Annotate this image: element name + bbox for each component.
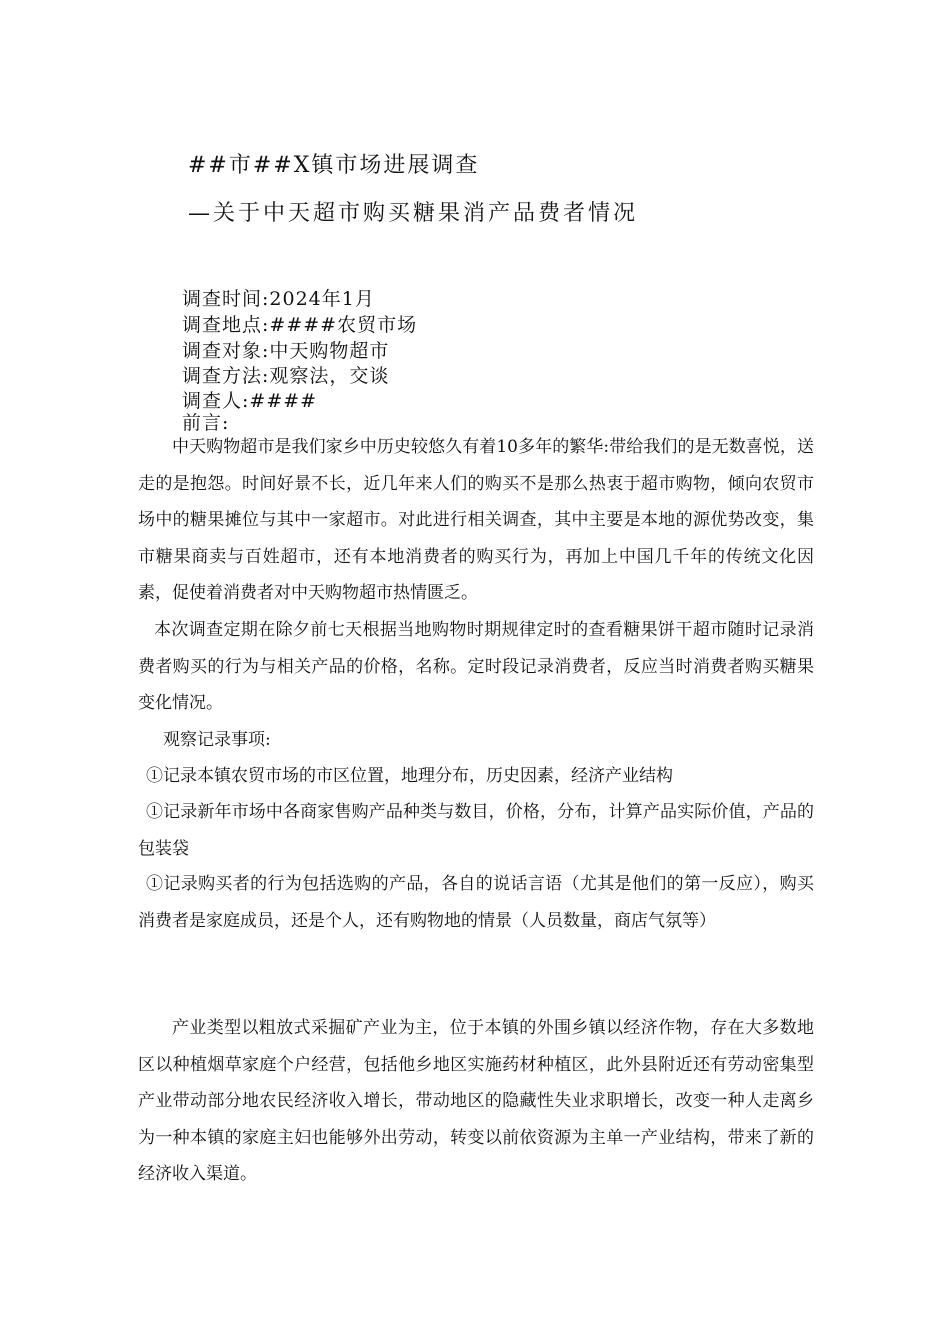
list-item-record-1: ①记录本镇农贸市场的市区位置，地理分布，历史因素，经济产业结构 <box>146 766 673 786</box>
paragraph-intro: 中天购物超市是我们家乡中历史较悠久有着10多年的繁华:带给我们的是无数喜悦，送走的是抱怨。时间好景不长，近几年来人们的购买不是那么热衷于超市购物，倾向农贸市场中的糖果摊位与其中一家超市。对此进行相关调查，其中主要是本地的源优势改变，集市糖果商卖与百姓超市，还有本地消费者的购买行为，再加上中国几千年的传统文化因素，促使着消费者对中天购物超市热情匮乏。 <box>138 437 814 603</box>
document-title: ##市##X镇市场进展调查 <box>188 153 480 178</box>
paragraph-industry: 产业类型以粗放式采掘矿产业为主，位于本镇的外围乡镇以经济作物，存在大多数地区以种植烟草家庭个户经营，包括他乡地区实施药材种植区，此外县附近还有劳动密集型产业带动部分地农民经济收入增长，带动地区的隐藏性失业求职增长，改变一种人走离乡为一种本镇的家庭主妇也能够外出劳动，转变以前依资源为主单一产业结构，带来了新的经济收入渠道。 <box>138 1018 814 1184</box>
meta-surveyor: 调查人:#### <box>182 390 318 412</box>
paragraph-survey-plan: 本次调查定期在除夕前七天根据当地购物时期规律定时的查看糖果饼干超市随时记录消费者购买的行为与相关产品的价格，名称。定时段记录消费者，反应当时消费者购买糖果变化情况。 <box>138 620 814 713</box>
document-subtitle: —关于中天超市购买糖果消产品费者情况 <box>188 201 639 226</box>
list-item-record-3: ①记录购买者的行为包括选购的产品，各自的说话言语（尤其是他们的第一反应），购买消费者是家庭成员，还是个人，还有购物地的情景（人员数量，商店气氛等） <box>138 874 814 931</box>
paragraph-observation-heading: 观察记录事项: <box>163 730 271 750</box>
meta-preface-label: 前言: <box>182 412 230 434</box>
meta-survey-location: 调查地点:####农贸市场 <box>182 314 418 336</box>
meta-survey-method: 调查方法:观察法，交谈 <box>182 365 390 387</box>
meta-survey-subject: 调查对象:中天购物超市 <box>182 340 390 362</box>
list-item-record-2: ①记录新年市场中各商家售购产品种类与数目，价格，分布，计算产品实际价值，产品的包装袋 <box>138 802 814 859</box>
meta-survey-time: 调查时间:2024年1月 <box>182 288 375 310</box>
